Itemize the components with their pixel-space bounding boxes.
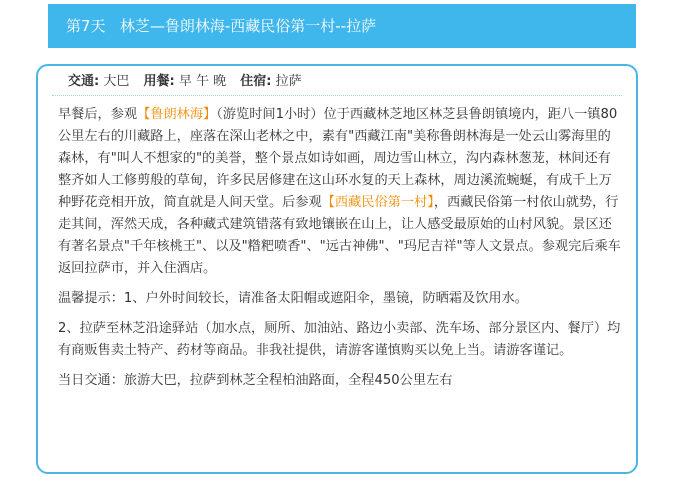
attraction-link-folk-village[interactable]: 【西藏民俗第一村】 bbox=[321, 195, 434, 210]
daily-transport-paragraph: 当日交通：旅游大巴，拉萨到林芝全程柏油路面，全程450公里左右 bbox=[58, 373, 453, 388]
day-detail-card bbox=[36, 64, 638, 474]
attraction-link-lulang[interactable]: 【鲁朗林海】 bbox=[137, 107, 217, 122]
paragraph-text: 早餐后，参观 bbox=[58, 107, 138, 122]
paragraph-text: （游览时间1小时）位于西藏林芝地区林芝县鲁朗镇境内，距八一镇80公里左右的川藏路上，座落在深山老林之中，素有"西藏江南"美称鲁朗林海是一处云山雾海里的森林，有"叫人不想家的"的美誉，整个景点如诗如画，周边雪山林立，沟内森林葱茏，林间还有整齐如人工修剪般的草甸，许多民居修建在这山环水复的天上森林，周边溪流蜿蜒，有成千上万种野花竞相开放，简直就是人间天堂。后参观 bbox=[58, 107, 618, 210]
day-number: 第7天 bbox=[66, 17, 106, 35]
itinerary-paragraph bbox=[58, 104, 622, 280]
meta-divider bbox=[52, 95, 622, 96]
trip-meta-row bbox=[68, 72, 302, 92]
meals-label: 用餐: bbox=[143, 74, 175, 89]
transport-label: 交通: bbox=[68, 74, 100, 89]
lodging-label: 住宿: bbox=[240, 74, 272, 89]
day-route: 林芝—鲁朗林海-西藏民俗第一村--拉萨 bbox=[119, 17, 377, 35]
paragraph-text: ，西藏民俗第一村依山就势，行走其间，浑然天成，各种藏式建筑错落有致地镶嵌在山上，让人感受最原始的山村风貌。景区还有著名景点"千年核桃王"、以及"糌粑喷香"、"远古神佛"、"玛尼吉祥"等人文景点。参观完后乘车返回拉萨市，并入住酒店。 bbox=[58, 195, 621, 276]
lodging-value: 拉萨 bbox=[275, 74, 302, 89]
transport-value: 大巴 bbox=[103, 74, 130, 89]
tips-paragraph-2: 2、拉萨至林芝沿途驿站（加水点，厕所、加油站、路边小卖部、洗车场、部分景区内、餐厅）均有商贩售卖土特产、药材等商品。非我社提供，请游客谨慎购买以免上当。请游客谨记。 bbox=[58, 321, 621, 358]
tips-paragraph: 温馨提示：1、户外时间较长，请准备太阳帽或遮阳伞，墨镜，防晒霜及饮用水。 bbox=[58, 291, 528, 306]
itinerary-content bbox=[58, 104, 622, 400]
day-title-banner bbox=[48, 4, 636, 48]
meals-value: 早 午 晚 bbox=[178, 74, 227, 89]
